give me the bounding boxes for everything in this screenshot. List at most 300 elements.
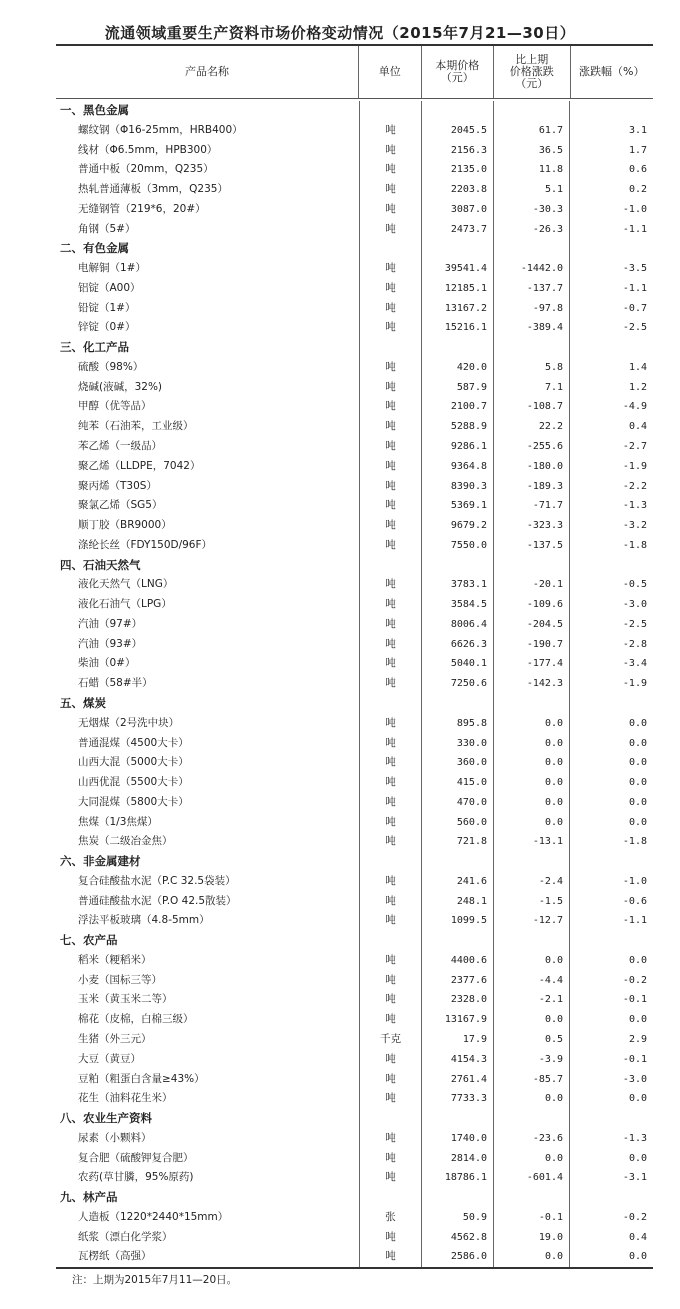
change-cell: 0.5 [494, 1030, 570, 1050]
price-cell: 17.9 [422, 1030, 494, 1050]
pct-cell: 1.4 [628, 361, 647, 373]
unit-cell: 吨 [360, 397, 422, 417]
product-name: 大豆（黄豆） [56, 1050, 360, 1070]
table-row [56, 200, 653, 220]
change-cell: -189.3 [494, 477, 570, 497]
empty-cell [570, 239, 653, 259]
product-name: 角钢（5#） [56, 220, 360, 240]
product-name: 山西优混（5500大卡） [56, 773, 360, 793]
change-cell: 5.8 [494, 358, 570, 378]
change-cell: 22.2 [494, 417, 570, 437]
product-name: 石蜡（58#半） [56, 674, 360, 694]
change-cell: -389.4 [494, 318, 570, 338]
price-cell: 15216.1 [422, 318, 494, 338]
price-cell: 4562.8 [422, 1228, 494, 1248]
category-row [56, 1109, 653, 1129]
pct-cell: -2.2 [622, 480, 647, 492]
product-name: 聚氯乙烯（SG5） [56, 496, 360, 516]
price-cell: 2328.0 [422, 990, 494, 1010]
category-name: 九、林产品 [56, 1188, 360, 1208]
category-row [56, 338, 653, 358]
table-row [56, 951, 653, 971]
header-unit: 单位 [359, 46, 422, 98]
pct-cell: 0.0 [628, 777, 647, 789]
pct-cell: 0.0 [628, 1152, 647, 1164]
unit-cell: 吨 [360, 615, 422, 635]
price-cell: 470.0 [422, 793, 494, 813]
table-row [56, 911, 653, 931]
price-cell: 7550.0 [422, 536, 494, 556]
change-cell: -2.4 [494, 872, 570, 892]
change-cell: -601.4 [494, 1168, 570, 1188]
unit-cell: 吨 [360, 990, 422, 1010]
table-row [56, 180, 653, 200]
header-price: 本期价格 （元） [422, 46, 495, 98]
product-name: 顺丁胶（BR9000） [56, 516, 360, 536]
category-row [56, 931, 653, 951]
product-name: 电解铜（1#） [56, 259, 360, 279]
price-cell: 3584.5 [422, 595, 494, 615]
table-row [56, 220, 653, 240]
table-row [56, 417, 653, 437]
empty-cell [570, 338, 653, 358]
category-row [56, 694, 653, 714]
price-cell: 3783.1 [422, 575, 494, 595]
change-cell: -30.3 [494, 200, 570, 220]
product-name: 无烟煤（2号洗中块） [56, 714, 360, 734]
price-cell: 560.0 [422, 813, 494, 833]
empty-cell [570, 852, 653, 872]
pct-cell: 1.7 [628, 144, 647, 156]
price-cell: 420.0 [422, 358, 494, 378]
price-table [56, 44, 653, 1289]
empty-cell [494, 931, 570, 951]
change-cell: -142.3 [494, 674, 570, 694]
empty-cell [422, 239, 494, 259]
empty-cell [360, 556, 422, 576]
pct-cell: 1.2 [628, 381, 647, 393]
unit-cell: 千克 [360, 1030, 422, 1050]
pct-cell: -3.4 [622, 658, 647, 670]
product-name: 浮法平板玻璃（4.8-5mm） [56, 911, 360, 931]
table-row [56, 536, 653, 556]
pct-cell: 0.0 [628, 1093, 647, 1105]
unit-cell: 吨 [360, 417, 422, 437]
price-cell: 7733.3 [422, 1089, 494, 1109]
price-cell: 1740.0 [422, 1129, 494, 1149]
unit-cell: 吨 [360, 279, 422, 299]
empty-cell [494, 694, 570, 714]
change-cell: 0.0 [494, 813, 570, 833]
unit-cell: 吨 [360, 259, 422, 279]
table-row [56, 318, 653, 338]
change-cell: -323.3 [494, 516, 570, 536]
product-name: 硫酸（98%） [56, 358, 360, 378]
product-name: 生猪（外三元） [56, 1030, 360, 1050]
product-name: 花生（油料花生米） [56, 1089, 360, 1109]
unit-cell: 吨 [360, 951, 422, 971]
table-row [56, 1010, 653, 1030]
empty-cell [570, 101, 653, 121]
pct-cell: -3.2 [622, 520, 647, 532]
footnote: 注：上期为2015年7月11—20日。 [72, 1274, 238, 1287]
pct-cell: -0.1 [622, 1053, 647, 1065]
table-row [56, 615, 653, 635]
unit-cell: 吨 [360, 160, 422, 180]
change-cell: 0.0 [494, 1089, 570, 1109]
table-row [56, 734, 653, 754]
price-cell: 2135.0 [422, 160, 494, 180]
price-cell: 415.0 [422, 773, 494, 793]
price-cell: 4154.3 [422, 1050, 494, 1070]
unit-cell: 吨 [360, 1247, 422, 1267]
change-cell: -85.7 [494, 1070, 570, 1090]
empty-cell [494, 338, 570, 358]
table-row [56, 793, 653, 813]
change-cell: 0.0 [494, 951, 570, 971]
product-name: 汽油（97#） [56, 615, 360, 635]
product-name: 甲醇（优等品） [56, 397, 360, 417]
unit-cell: 吨 [360, 734, 422, 754]
product-name: 铝锭（A00） [56, 279, 360, 299]
unit-cell: 吨 [360, 635, 422, 655]
unit-cell: 吨 [360, 1089, 422, 1109]
product-name: 汽油（93#） [56, 635, 360, 655]
price-cell: 50.9 [422, 1208, 494, 1228]
pct-cell: 3.1 [628, 124, 647, 136]
unit-cell: 吨 [360, 496, 422, 516]
table-row [56, 397, 653, 417]
empty-cell [360, 1109, 422, 1129]
change-cell: 61.7 [494, 121, 570, 141]
category-name: 二、有色金属 [56, 239, 360, 259]
change-cell: -177.4 [494, 654, 570, 674]
unit-cell: 吨 [360, 1010, 422, 1030]
unit-cell: 吨 [360, 753, 422, 773]
unit-cell: 吨 [360, 832, 422, 852]
change-cell: -255.6 [494, 437, 570, 457]
price-cell: 2377.6 [422, 971, 494, 991]
unit-cell: 吨 [360, 793, 422, 813]
pct-cell: -4.9 [622, 401, 647, 413]
pct-cell: -1.3 [622, 500, 647, 512]
header-name: 产品名称 [56, 46, 359, 98]
empty-cell [422, 931, 494, 951]
unit-cell: 吨 [360, 892, 422, 912]
unit-cell: 吨 [360, 200, 422, 220]
table-row [56, 516, 653, 536]
price-cell: 241.6 [422, 872, 494, 892]
unit-cell: 吨 [360, 141, 422, 161]
pct-cell: -3.0 [622, 599, 647, 611]
table-body [56, 101, 653, 1269]
product-name: 液化天然气（LNG） [56, 575, 360, 595]
unit-cell: 吨 [360, 1228, 422, 1248]
change-cell: 0.0 [494, 773, 570, 793]
change-cell: 0.0 [494, 734, 570, 754]
price-cell: 2814.0 [422, 1149, 494, 1169]
product-name: 普通混煤（4500大卡） [56, 734, 360, 754]
empty-cell [494, 852, 570, 872]
pct-cell: -0.5 [622, 579, 647, 591]
unit-cell: 吨 [360, 378, 422, 398]
unit-cell: 吨 [360, 872, 422, 892]
category-name: 六、非金属建材 [56, 852, 360, 872]
empty-cell [360, 852, 422, 872]
price-cell: 248.1 [422, 892, 494, 912]
empty-cell [422, 556, 494, 576]
unit-cell: 吨 [360, 180, 422, 200]
change-cell: 19.0 [494, 1228, 570, 1248]
empty-cell [360, 931, 422, 951]
product-name: 柴油（0#） [56, 654, 360, 674]
unit-cell: 吨 [360, 358, 422, 378]
unit-cell: 吨 [360, 1129, 422, 1149]
product-name: 纯苯（石油苯，工业级） [56, 417, 360, 437]
pct-cell: 0.0 [628, 954, 647, 966]
category-name: 一、黑色金属 [56, 101, 360, 121]
product-name: 山西大混（5000大卡） [56, 753, 360, 773]
table-row [56, 1149, 653, 1169]
unit-cell: 吨 [360, 1050, 422, 1070]
unit-cell: 吨 [360, 1149, 422, 1169]
change-cell: -97.8 [494, 299, 570, 319]
price-cell: 9679.2 [422, 516, 494, 536]
product-name: 人造板（1220*2440*15mm） [56, 1208, 360, 1228]
price-cell: 8390.3 [422, 477, 494, 497]
table-row [56, 1247, 653, 1267]
change-cell: 0.0 [494, 1247, 570, 1267]
pct-cell: -0.2 [622, 1211, 647, 1223]
table-row [56, 654, 653, 674]
empty-cell [422, 1188, 494, 1208]
table-row [56, 1070, 653, 1090]
table-row [56, 437, 653, 457]
change-cell: -0.1 [494, 1208, 570, 1228]
price-cell: 895.8 [422, 714, 494, 734]
empty-cell [570, 1188, 653, 1208]
empty-cell [422, 694, 494, 714]
price-cell: 39541.4 [422, 259, 494, 279]
change-cell: -23.6 [494, 1129, 570, 1149]
category-name: 五、煤炭 [56, 694, 360, 714]
product-name: 尿素（小颗料） [56, 1129, 360, 1149]
pct-cell: -0.7 [622, 302, 647, 314]
product-name: 普通中板（20mm，Q235） [56, 160, 360, 180]
product-name: 普通硅酸盐水泥（P.O 42.5散装） [56, 892, 360, 912]
category-name: 四、石油天然气 [56, 556, 360, 576]
unit-cell: 吨 [360, 1070, 422, 1090]
category-name: 七、农产品 [56, 931, 360, 951]
price-cell: 7250.6 [422, 674, 494, 694]
empty-cell [494, 101, 570, 121]
product-name: 棉花（皮棉，白棉三级） [56, 1010, 360, 1030]
table-row [56, 1168, 653, 1188]
price-cell: 2100.7 [422, 397, 494, 417]
table-row [56, 674, 653, 694]
unit-cell: 吨 [360, 575, 422, 595]
change-cell: 11.8 [494, 160, 570, 180]
table-row [56, 714, 653, 734]
change-cell: 0.0 [494, 793, 570, 813]
price-cell: 587.9 [422, 378, 494, 398]
change-cell: -180.0 [494, 457, 570, 477]
table-row [56, 299, 653, 319]
product-name: 稻米（粳稻米） [56, 951, 360, 971]
change-cell: -12.7 [494, 911, 570, 931]
table-row [56, 496, 653, 516]
product-name: 焦炭（二级冶金焦） [56, 832, 360, 852]
pct-cell: -3.5 [622, 263, 647, 275]
change-cell: -13.1 [494, 832, 570, 852]
change-cell: -109.6 [494, 595, 570, 615]
price-cell: 12185.1 [422, 279, 494, 299]
product-name: 液化石油气（LPG） [56, 595, 360, 615]
table-row [56, 1030, 653, 1050]
empty-cell [422, 852, 494, 872]
unit-cell: 吨 [360, 220, 422, 240]
pct-cell: -1.1 [622, 282, 647, 294]
product-name: 复合硅酸盐水泥（P.C 32.5袋装） [56, 872, 360, 892]
product-name: 农药(草甘膦，95%原药) [56, 1168, 360, 1188]
change-cell: -20.1 [494, 575, 570, 595]
price-cell: 9364.8 [422, 457, 494, 477]
pct-cell: -2.5 [622, 618, 647, 630]
empty-cell [570, 931, 653, 951]
product-name: 烧碱(液碱，32%) [56, 378, 360, 398]
empty-cell [360, 101, 422, 121]
pct-cell: -3.1 [622, 1172, 647, 1184]
pct-cell: 0.0 [628, 757, 647, 769]
price-cell: 330.0 [422, 734, 494, 754]
product-name: 小麦（国标三等） [56, 971, 360, 991]
unit-cell: 吨 [360, 773, 422, 793]
price-cell: 5040.1 [422, 654, 494, 674]
pct-cell: 0.0 [628, 796, 647, 808]
table-row [56, 872, 653, 892]
table-row [56, 121, 653, 141]
product-name: 纸浆（漂白化学浆） [56, 1228, 360, 1248]
header-change: 比上期 价格涨跌 （元） [494, 46, 570, 98]
table-row [56, 575, 653, 595]
table-row [56, 259, 653, 279]
product-name: 玉米（黄玉米二等） [56, 990, 360, 1010]
table-row [56, 892, 653, 912]
table-header [56, 44, 653, 99]
change-cell: -204.5 [494, 615, 570, 635]
change-cell: 0.0 [494, 1149, 570, 1169]
table-row [56, 141, 653, 161]
table-row [56, 1050, 653, 1070]
category-row [56, 1188, 653, 1208]
product-name: 苯乙烯（一级品） [56, 437, 360, 457]
pct-cell: -1.8 [622, 836, 647, 848]
unit-cell: 吨 [360, 437, 422, 457]
price-cell: 2761.4 [422, 1070, 494, 1090]
pct-cell: -0.6 [622, 895, 647, 907]
table-row [56, 813, 653, 833]
change-cell: -108.7 [494, 397, 570, 417]
pct-cell: -1.3 [622, 1132, 647, 1144]
empty-cell [360, 1188, 422, 1208]
empty-cell [360, 239, 422, 259]
pct-cell: 0.4 [628, 421, 647, 433]
pct-cell: 0.0 [628, 717, 647, 729]
unit-cell: 吨 [360, 516, 422, 536]
price-cell: 2045.5 [422, 121, 494, 141]
product-name: 大同混煤（5800大卡） [56, 793, 360, 813]
unit-cell: 吨 [360, 457, 422, 477]
table-row [56, 1208, 653, 1228]
table-row [56, 1129, 653, 1149]
pct-cell: 0.0 [628, 737, 647, 749]
category-row [56, 556, 653, 576]
pct-cell: -1.1 [622, 915, 647, 927]
pct-cell: 0.4 [628, 1231, 647, 1243]
header-pct: 涨跌幅（%） [579, 65, 645, 78]
unit-cell: 张 [360, 1208, 422, 1228]
pct-cell: -3.0 [622, 1073, 647, 1085]
unit-cell: 吨 [360, 299, 422, 319]
table-row [56, 160, 653, 180]
change-cell: -2.1 [494, 990, 570, 1010]
empty-cell [422, 1109, 494, 1129]
product-name: 涤纶长丝（FDY150D/96F） [56, 536, 360, 556]
pct-cell: 0.2 [628, 184, 647, 196]
change-cell: -1.5 [494, 892, 570, 912]
table-row [56, 477, 653, 497]
category-name: 八、农业生产资料 [56, 1109, 360, 1129]
pct-cell: -2.8 [622, 638, 647, 650]
price-cell: 8006.4 [422, 615, 494, 635]
empty-cell [494, 1109, 570, 1129]
product-name: 无缝钢管（219*6，20#） [56, 200, 360, 220]
unit-cell: 吨 [360, 911, 422, 931]
pct-cell: -2.5 [622, 322, 647, 334]
table-row [56, 595, 653, 615]
pct-cell: -0.2 [622, 974, 647, 986]
table-row [56, 358, 653, 378]
table-row [56, 753, 653, 773]
table-row [56, 773, 653, 793]
price-cell: 18786.1 [422, 1168, 494, 1188]
price-cell: 2473.7 [422, 220, 494, 240]
change-cell: -1442.0 [494, 259, 570, 279]
unit-cell: 吨 [360, 595, 422, 615]
pct-cell: 0.0 [628, 1251, 647, 1263]
category-row [56, 852, 653, 872]
change-cell: 5.1 [494, 180, 570, 200]
change-cell: -26.3 [494, 220, 570, 240]
table-row [56, 971, 653, 991]
empty-cell [360, 338, 422, 358]
price-cell: 2586.0 [422, 1247, 494, 1267]
product-name: 聚乙烯（LLDPE，7042） [56, 457, 360, 477]
empty-cell [570, 556, 653, 576]
pct-cell: -1.8 [622, 539, 647, 551]
category-name: 三、化工产品 [56, 338, 360, 358]
unit-cell: 吨 [360, 714, 422, 734]
table-row [56, 279, 653, 299]
pct-cell: 2.9 [628, 1033, 647, 1045]
table-row [56, 1228, 653, 1248]
category-row [56, 101, 653, 121]
empty-cell [570, 694, 653, 714]
empty-cell [422, 338, 494, 358]
table-row [56, 378, 653, 398]
change-cell: -137.7 [494, 279, 570, 299]
price-cell: 1099.5 [422, 911, 494, 931]
